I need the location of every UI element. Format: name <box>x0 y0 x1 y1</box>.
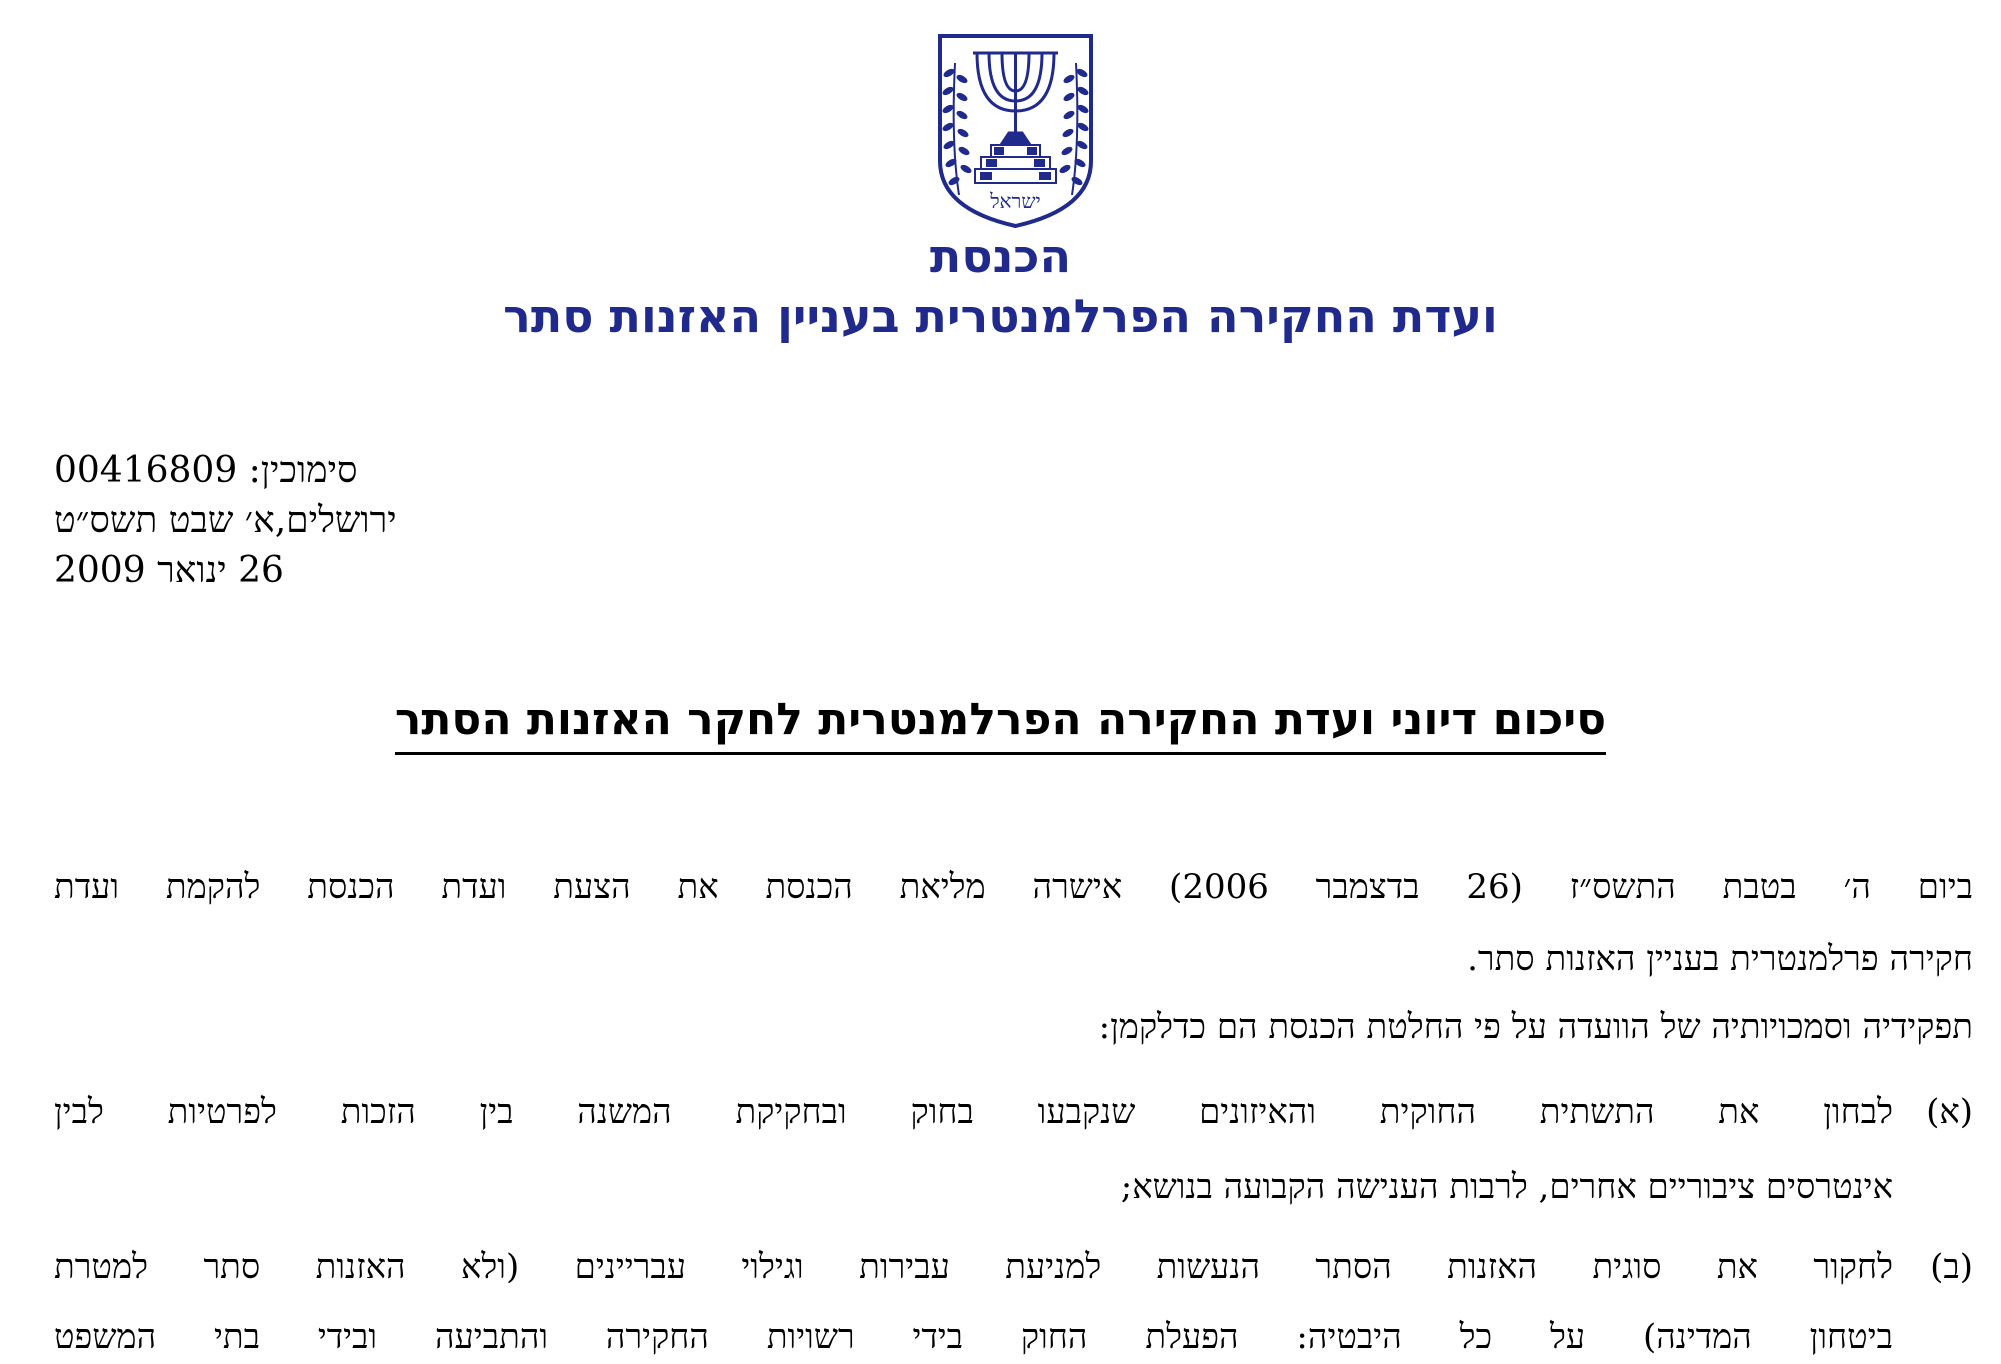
hebrew-date: ירושלים,א׳ שבט תשס״ט <box>54 500 397 541</box>
document-title <box>0 690 2001 755</box>
item-a-line-1: לבחון את התשתית החוקית והאיזונים שנקבעו בחוק ובחקיקת המשנה בין הזכות לפרטיות לבין <box>54 1092 1893 1132</box>
document-title-text: סיכום דיוני ועדת החקירה הפרלמנטרית לחקר האזנות הסתר <box>395 690 1606 755</box>
state-emblem-icon <box>937 33 1094 229</box>
knesset-title: הכנסת <box>929 229 1072 283</box>
reference-number: סימוכין: 00416809 <box>54 450 358 491</box>
document-meta <box>54 446 614 596</box>
committee-title: ועדת החקירה הפרלמנטרית בעניין האזנות סתר <box>503 289 1498 343</box>
item-b-line-1: לחקור את סוגית האזנות הסתר הנעשות למניעת עבירות וגילוי עבריינים (ולא האזנות סתר למטרת <box>54 1247 1893 1287</box>
item-b-line-2: ביטחון המדינה) על כל היבטיה: הפעלת החוק בידי רשויות החקירה והתביעה ובידי בתי המשפט <box>54 1317 1893 1357</box>
paragraph-1-line-2: חקירה פרלמנטרית בעניין האזנות סתר. <box>1467 939 1973 979</box>
item-b-marker: (ב) <box>1930 1247 1973 1287</box>
gregorian-date: 26 ינואר 2009 <box>54 550 284 591</box>
emblem-lettering: ישראל <box>990 189 1041 213</box>
paragraph-1-line-1: ביום ה׳ בטבת התשס״ז (26 בדצמבר 2006) אישרה מליאת הכנסת את הצעת ועדת הכנסת להקמת ועדת <box>54 867 1973 907</box>
item-a-marker: (א) <box>1926 1092 1973 1132</box>
item-a-line-2: אינטרסים ציבוריים אחרים, לרבות הענישה הקבועה בנושא; <box>1120 1167 1893 1207</box>
paragraph-2: תפקידיה וסמכויותיה של הוועדה על פי החלטת הכנסת הם כדלקמן: <box>1098 1007 1973 1047</box>
